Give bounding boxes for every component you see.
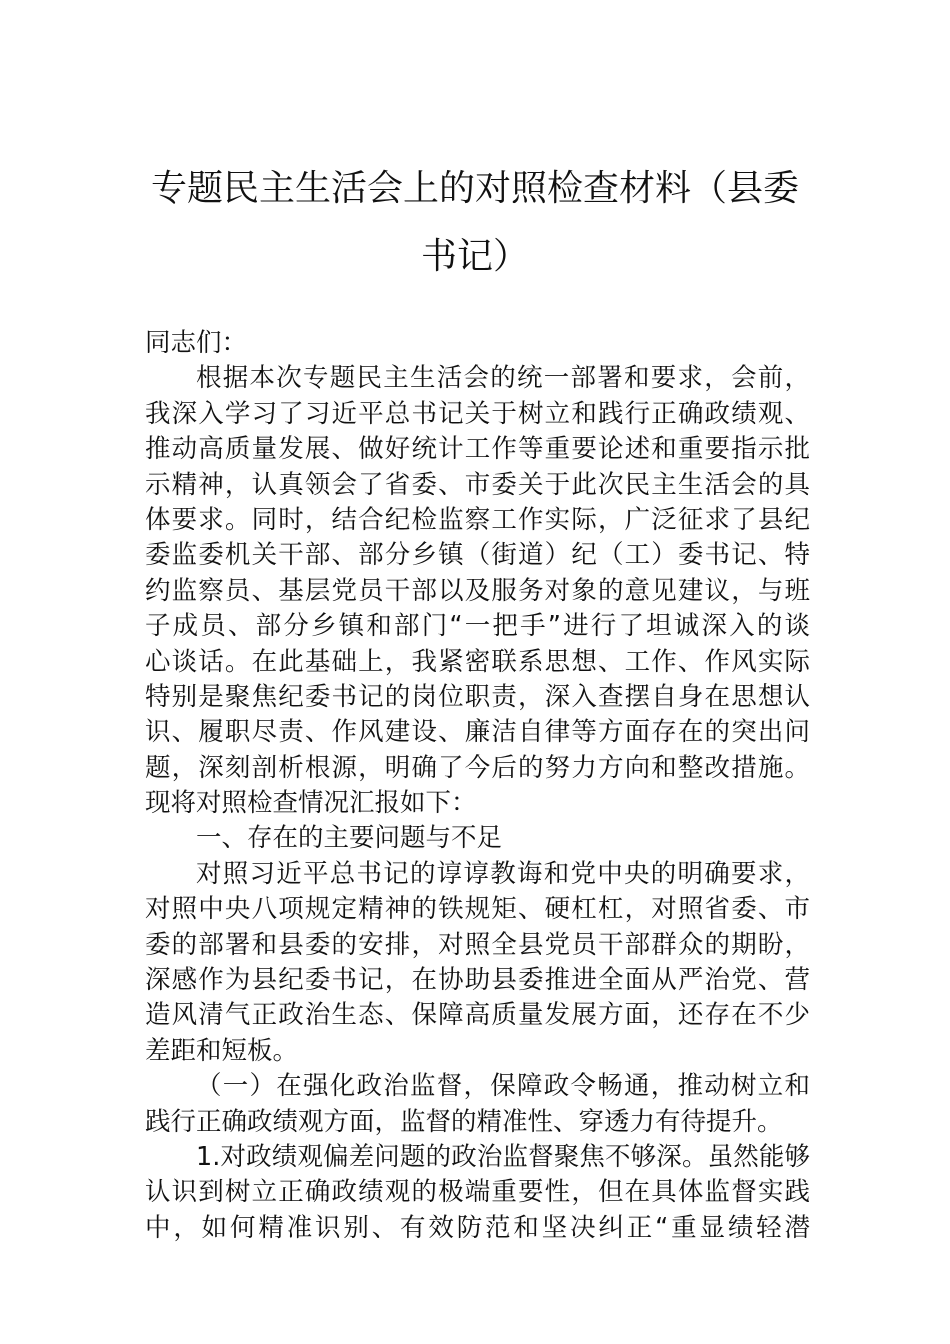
- text-line: 约监察员、基层党员干部以及服务对象的意见建议，与班: [145, 575, 810, 606]
- text-line: 识、履职尽责、作风建设、廉洁自律等方面存在的突出问: [145, 717, 810, 748]
- text-line: 心谈话。在此基础上，我紧密联系思想、工作、作风实际: [145, 646, 810, 677]
- subsection-heading: [145, 1069, 810, 1140]
- section-heading: 一、存在的主要问题与不足: [196, 823, 503, 854]
- text-line: 推动高质量发展、做好统计工作等重要论述和重要指示批: [145, 434, 810, 465]
- text-line: 委的部署和县委的安排，对照全县党员干部群众的期盼，: [145, 929, 810, 960]
- text-line: 示精神，认真领会了省委、市委关于此次民主生活会的具: [145, 469, 810, 500]
- text-line: 差距和短板。: [145, 1035, 299, 1066]
- text-line: 现将对照检查情况汇报如下：: [145, 788, 477, 819]
- document-title-line-1: 专题民主生活会上的对照检查材料（县委: [150, 168, 799, 209]
- text-line: 我深入学习了习近平总书记关于树立和践行正确政绩观、: [145, 398, 810, 429]
- paragraph-point-1: [145, 1140, 810, 1246]
- document-body: [145, 326, 810, 1246]
- document-title-line-2: 书记）: [420, 236, 529, 277]
- text-line: 践行正确政绩观方面，监督的精准性、穿透力有待提升。: [145, 1106, 783, 1137]
- paragraph-problems: [145, 857, 810, 1069]
- salutation: 同志们：: [145, 328, 248, 358]
- text-line: 造风清气正政治生态、保障高质量发展方面，还存在不少: [145, 1000, 810, 1031]
- paragraph-intro: [145, 361, 810, 821]
- text-line: 认识到树立正确政绩观的极端重要性，但在具体监督实践: [145, 1177, 810, 1208]
- text-line: 1.对政绩观偏差问题的政治监督聚焦不够深。虽然能够: [196, 1141, 810, 1172]
- text-line: 题，深刻剖析根源，明确了今后的努力方向和整改措施。: [145, 752, 810, 783]
- text-line: 根据本次专题民主生活会的统一部署和要求，会前，: [196, 363, 810, 394]
- text-line: 特别是聚焦纪委书记的岗位职责，深入查摆自身在思想认: [145, 681, 810, 712]
- text-line: 对照习近平总书记的谆谆教诲和党中央的明确要求，: [196, 858, 810, 889]
- text-line: 委监委机关干部、部分乡镇（街道）纪（工）委书记、特: [145, 540, 810, 571]
- text-line: 体要求。同时，结合纪检监察工作实际，广泛征求了县纪: [145, 504, 810, 535]
- text-line: 对照中央八项规定精神的铁规矩、硬杠杠，对照省委、市: [145, 894, 810, 925]
- text-line: 子成员、部分乡镇和部门“一把手”进行了坦诚深入的谈: [145, 611, 810, 642]
- text-line: 中，如何精准识别、有效防范和坚决纠正“重显绩轻潜: [145, 1212, 810, 1243]
- text-line: （一）在强化政治监督，保障政令畅通，推动树立和: [196, 1071, 810, 1102]
- text-line: 深感作为县纪委书记，在协助县委推进全面从严治党、营: [145, 965, 810, 996]
